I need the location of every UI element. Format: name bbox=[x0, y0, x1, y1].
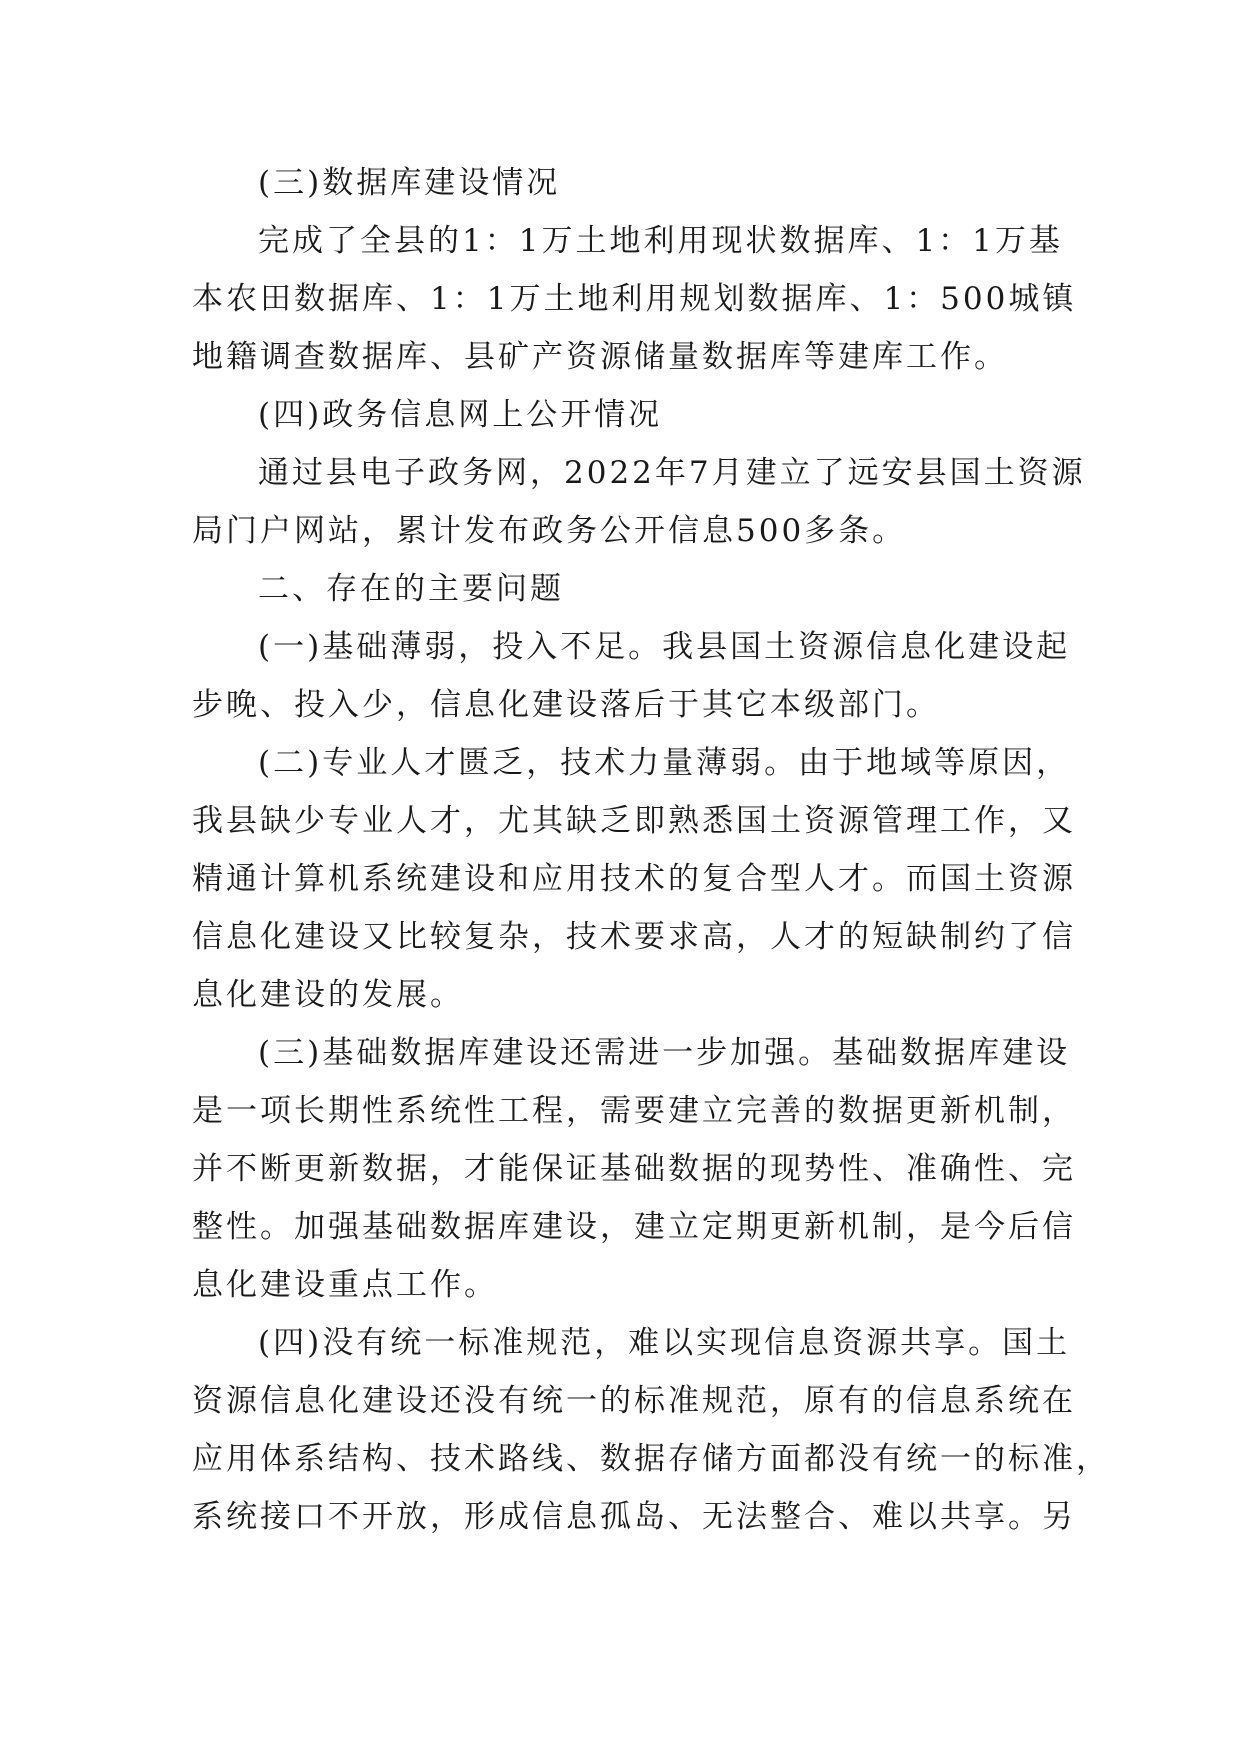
text-line: 我县缺少专业人才，尤其缺乏即熟悉国土资源管理工作，又 bbox=[192, 803, 1076, 839]
text-line: 二、存在的主要问题 bbox=[258, 571, 564, 607]
text-line: 通过县电子政务网，2022年7月建立了远安县国土资源 bbox=[258, 455, 1086, 491]
text-line: (三)基础数据库建设还需进一步加强。基础数据库建设 bbox=[258, 1035, 1071, 1071]
text-line: 是一项长期性系统性工程，需要建立完善的数据更新机制， bbox=[192, 1093, 1076, 1129]
text-line: 本农田数据库、1：1万土地利用规划数据库、1：500城镇 bbox=[192, 281, 1077, 317]
text-line: 资源信息化建设还没有统一的标准规范，原有的信息系统在 bbox=[192, 1383, 1076, 1419]
text-line: 系统接口不开放，形成信息孤岛、无法整合、难以共享。另 bbox=[192, 1499, 1076, 1535]
text-line: 整性。加强基础数据库建设，建立定期更新机制，是今后信 bbox=[192, 1209, 1076, 1245]
text-line: 精通计算机系统建设和应用技术的复合型人才。而国土资源 bbox=[192, 861, 1076, 897]
text-line: 地籍调查数据库、县矿产资源储量数据库等建库工作。 bbox=[192, 339, 1008, 375]
text-line: (一)基础薄弱，投入不足。我县国土资源信息化建设起 bbox=[258, 629, 1071, 665]
text-line: (四)政务信息网上公开情况 bbox=[258, 397, 663, 433]
text-line: (二)专业人才匮乏，技术力量薄弱。由于地域等原因， bbox=[258, 745, 1071, 781]
document-body bbox=[192, 154, 1110, 1546]
text-line: 息化建设重点工作。 bbox=[192, 1267, 498, 1303]
text-line: 步晚、投入少，信息化建设落后于其它本级部门。 bbox=[192, 687, 940, 723]
text-line: 应用体系结构、技术路线、数据存储方面都没有统一的标准， bbox=[192, 1441, 1110, 1477]
text-line: 完成了全县的1：1万土地利用现状数据库、1：1万基 bbox=[258, 223, 1063, 259]
text-line: 并不断更新数据，才能保证基础数据的现势性、准确性、完 bbox=[192, 1151, 1076, 1187]
text-line: (三)数据库建设情况 bbox=[258, 165, 561, 201]
text-line: 息化建设的发展。 bbox=[192, 977, 464, 1013]
text-line: 局门户网站，累计发布政务公开信息500多条。 bbox=[192, 513, 907, 549]
text-line: 信息化建设又比较复杂，技术要求高，人才的短缺制约了信 bbox=[192, 919, 1076, 955]
text-line: (四)没有统一标准规范，难以实现信息资源共享。国土 bbox=[258, 1325, 1071, 1361]
